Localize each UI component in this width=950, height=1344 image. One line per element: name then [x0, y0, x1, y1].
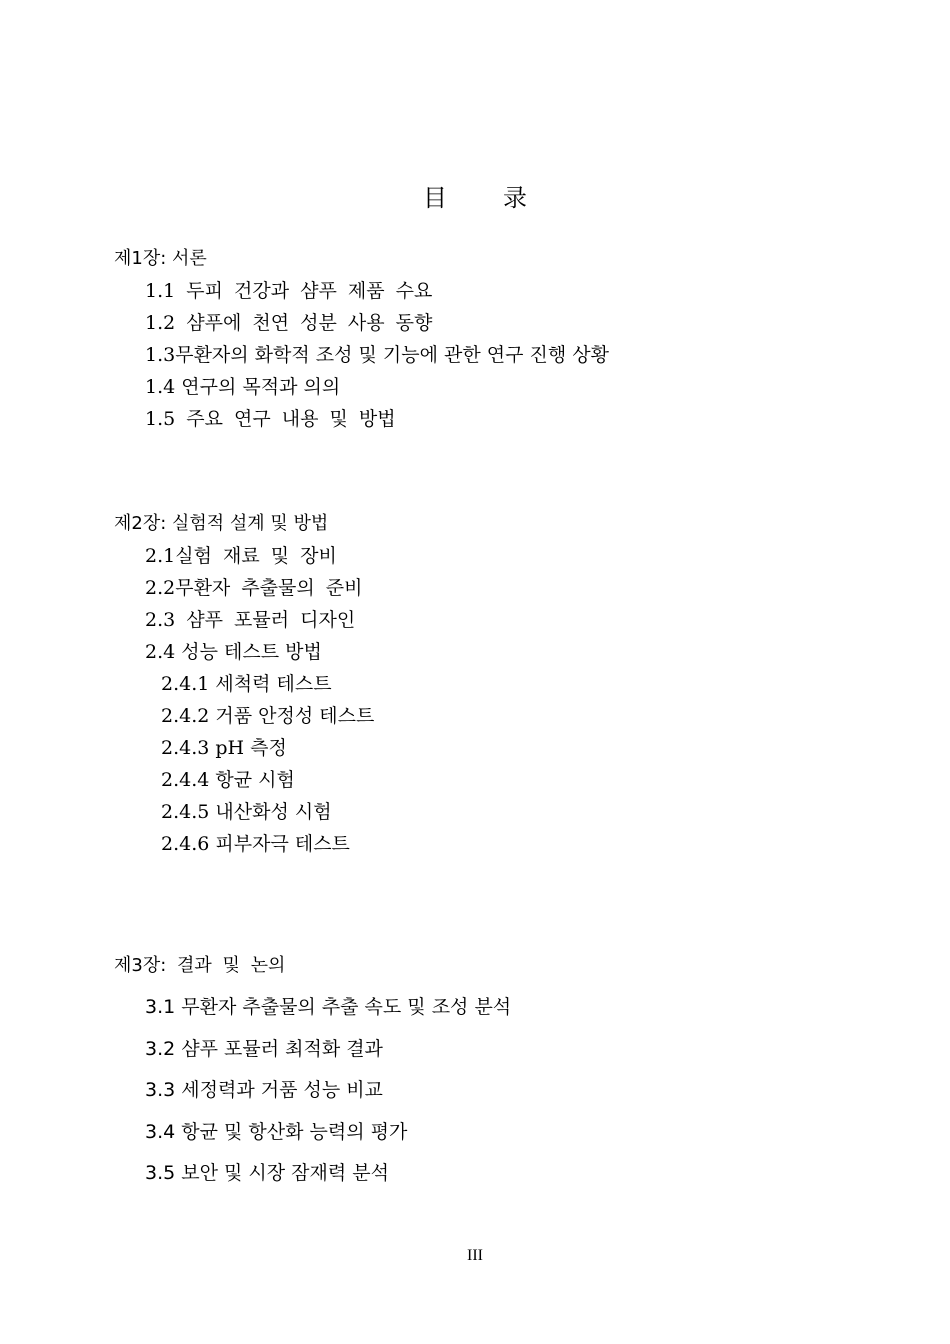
- toc-item-2-3: 2.3 샴푸 포뮬러 디자인: [145, 609, 356, 631]
- toc-title: [0, 178, 950, 213]
- toc-item-3-4: 3.4 항균 및 항산화 능력의 평가: [145, 1121, 408, 1143]
- toc-item-2-4: 2.4 성능 테스트 방법: [145, 641, 322, 663]
- toc-item-2-4-6: 2.4.6 피부자극 테스트: [161, 833, 350, 855]
- chapter-3-heading: 제3장: 결과 및 논의: [114, 955, 286, 976]
- toc-item-1-5: 1.5 주요 연구 내용 및 방법: [145, 408, 396, 430]
- toc-item-3-3: 3.3 세정력과 거품 성능 비교: [145, 1079, 383, 1101]
- toc-title-char-1: 目: [423, 184, 447, 212]
- toc-item-1-4: 1.4 연구의 목적과 의의: [145, 376, 341, 398]
- chapter-2-heading: 제2장: 실험적 설계 및 방법: [114, 513, 329, 534]
- toc-item-2-1: 2.1실험 재료 및 장비: [145, 545, 337, 567]
- toc-item-3-2: 3.2 샴푸 포뮬러 최적화 결과: [145, 1038, 383, 1060]
- toc-item-2-4-3: 2.4.3 pH 측정: [161, 737, 287, 759]
- toc-item-1-2: 1.2 샴푸에 천연 성분 사용 동향: [145, 312, 433, 334]
- toc-title-char-2: 录: [503, 184, 527, 212]
- toc-item-2-2: 2.2무환자 추출물의 준비: [145, 577, 363, 599]
- toc-item-2-4-4: 2.4.4 항균 시험: [161, 769, 295, 791]
- toc-item-2-4-2: 2.4.2 거품 안정성 테스트: [161, 705, 375, 727]
- toc-item-3-5: 3.5 보안 및 시장 잠재력 분석: [145, 1162, 389, 1184]
- chapter-1-heading: 제1장: 서론: [114, 248, 207, 269]
- page-number: III: [467, 1247, 483, 1264]
- toc-item-3-1: 3.1 무환자 추출물의 추출 속도 및 조성 분석: [145, 996, 512, 1018]
- toc-item-1-1: 1.1 두피 건강과 샴푸 제품 수요: [145, 280, 433, 302]
- toc-item-1-3: 1.3무환자의 화학적 조성 및 기능에 관한 연구 진행 상황: [145, 344, 609, 366]
- toc-item-2-4-5: 2.4.5 내산화성 시험: [161, 801, 332, 823]
- toc-item-2-4-1: 2.4.1 세척력 테스트: [161, 673, 332, 695]
